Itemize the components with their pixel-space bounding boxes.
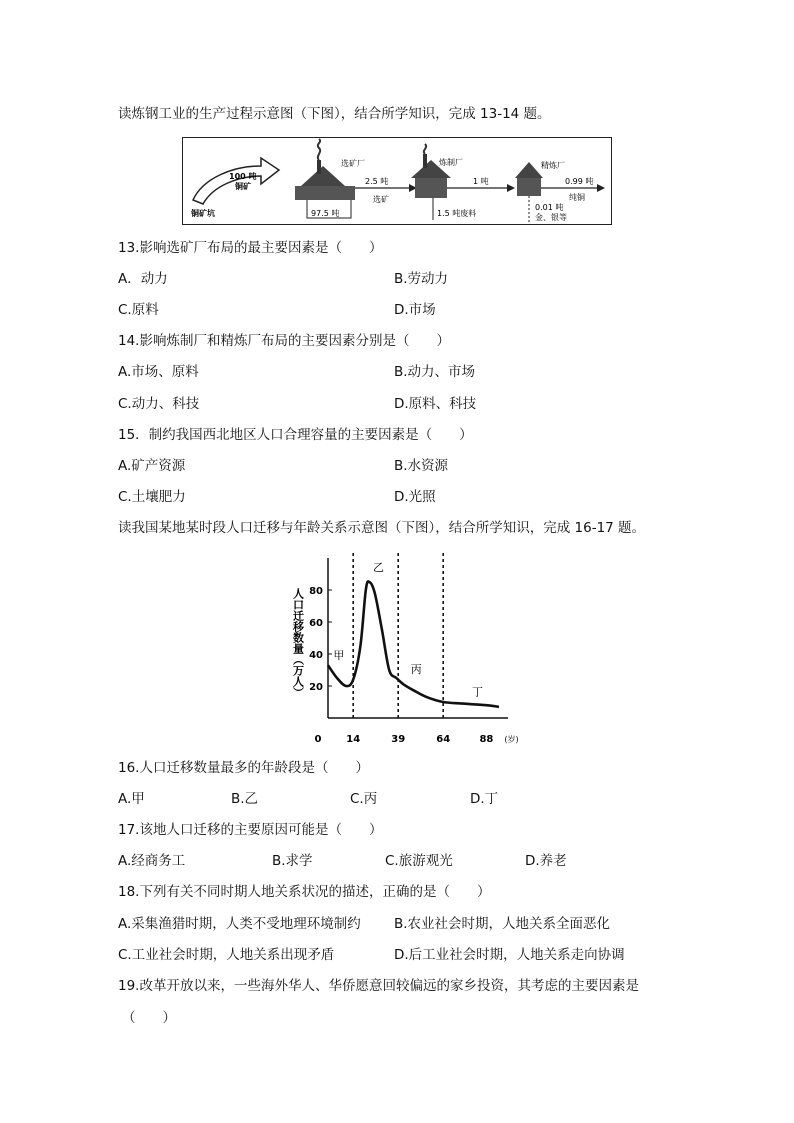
- q16-option-c[interactable]: C.丙: [350, 791, 378, 807]
- plant3-label: 精炼厂: [541, 161, 565, 170]
- q16-stem: 16.人口迁移数量最多的年龄段是（ ）: [118, 760, 369, 776]
- y-tick-label: 80: [309, 586, 323, 597]
- q15-stem: 15．制约我国西北地区人口合理容量的主要因素是（ ）: [118, 427, 473, 443]
- q19-answer-paren: （ ）: [122, 1010, 176, 1026]
- out2-label: 1 吨: [473, 177, 489, 186]
- q17-option-c[interactable]: C.旅游观光: [385, 853, 453, 869]
- q13-stem: 13.影响选矿厂布局的最主要因素是（ ）: [118, 240, 383, 256]
- region-label: 乙: [373, 560, 384, 574]
- region-label: 丙: [410, 663, 422, 677]
- q18-stem: 18.下列有关不同时期人地关系状况的描述，正确的是（ ）: [118, 884, 491, 900]
- q17-option-d[interactable]: D.养老: [525, 853, 567, 869]
- y-tick-label: 40: [309, 650, 323, 661]
- q13-option-a[interactable]: A．动力: [118, 271, 168, 287]
- region-label: 丁: [472, 685, 483, 699]
- copper-process-diagram: [182, 137, 612, 225]
- q14-option-d[interactable]: D.原料、科技: [394, 396, 477, 412]
- q14-option-a[interactable]: A.市场、原料: [118, 364, 199, 380]
- x-unit-label: (岁): [504, 735, 519, 744]
- intro-text-1: 读炼钢工业的生产过程示意图（下图），结合所学知识，完成 13-14 题。: [118, 106, 551, 122]
- q15-option-c[interactable]: C.土壤肥力: [118, 489, 186, 505]
- q17-stem: 17.该地人口迁移的主要原因可能是（ ）: [118, 822, 383, 838]
- q13-option-c[interactable]: C.原料: [118, 302, 159, 318]
- q18-option-b[interactable]: B.农业社会时期，人地关系全面恶化: [394, 916, 611, 932]
- product-label: 纯铜: [569, 193, 585, 202]
- q14-option-b[interactable]: B.动力、市场: [394, 364, 476, 380]
- copper-process-svg: [183, 138, 613, 226]
- q14-option-c[interactable]: C.动力、科技: [118, 396, 200, 412]
- q16-option-b[interactable]: B.乙: [231, 791, 259, 807]
- q15-option-b[interactable]: B.水资源: [394, 458, 449, 474]
- waste2-label: 1.5 吨废料: [437, 209, 477, 218]
- y-tick-label: 60: [309, 618, 323, 629]
- ore-arrow: [193, 158, 279, 204]
- out3-label: 0.99 吨: [565, 177, 594, 186]
- x-tick-label: 64: [436, 734, 451, 745]
- q13-option-b[interactable]: B.劳动力: [394, 271, 449, 287]
- q18-option-d[interactable]: D.后工业社会时期，人地关系走向协调: [394, 947, 625, 963]
- x-tick-label: 0: [314, 734, 322, 745]
- q16-option-d[interactable]: D.丁: [470, 791, 499, 807]
- plant1-label: 选矿厂: [341, 159, 365, 168]
- x-tick-label: 39: [391, 734, 406, 745]
- q15-option-a[interactable]: A.矿产资源: [118, 458, 186, 474]
- byproduct-amount-label: 0.01 吨: [535, 203, 564, 212]
- y-axis-label: 人口迁移数量（万人）: [291, 588, 305, 698]
- intro-text-2: 读我国某地某时段人口迁移与年龄关系示意图（下图），结合所学知识，完成 16-17 题。: [118, 520, 646, 536]
- q18-option-a[interactable]: A.采集渔猎时期，人类不受地理环境制约: [118, 916, 361, 932]
- region-label: 甲: [333, 648, 345, 662]
- refinery-plant: [515, 162, 543, 196]
- plant2-label: 炼制厂: [439, 158, 463, 167]
- migration-chart-svg: [280, 548, 520, 748]
- q17-option-a[interactable]: A.经商务工: [118, 853, 186, 869]
- ore-type-label: 铜矿: [235, 182, 251, 191]
- q13-option-d[interactable]: D.市场: [394, 302, 436, 318]
- migration-age-chart: [280, 548, 520, 748]
- q17-option-b[interactable]: B.求学: [272, 853, 313, 869]
- q14-stem: 14.影响炼制厂和精炼厂布局的主要因素分别是（ ）: [118, 333, 450, 349]
- q15-option-d[interactable]: D.光照: [394, 489, 436, 505]
- x-tick-label: 14: [346, 734, 361, 745]
- byproduct-label: 金、银等: [535, 213, 567, 222]
- mine-label: 铜矿坑: [191, 209, 215, 218]
- q18-option-c[interactable]: C.工业社会时期，人地关系出现矛盾: [118, 947, 335, 963]
- process1-label: 选矿: [373, 195, 389, 204]
- y-tick-label: 20: [309, 682, 323, 693]
- ore-dressing-plant: [295, 139, 355, 200]
- q19-stem: 19.改革开放以来，一些海外华人、华侨愿意回较偏远的家乡投资，其考虑的主要因素是: [118, 978, 639, 994]
- out1-label: 2.5 吨: [365, 177, 389, 186]
- waste1-label: 97.5 吨: [311, 209, 340, 218]
- smelting-plant: [411, 144, 451, 198]
- ore-amount-label: 100 吨: [229, 172, 257, 181]
- q16-option-a[interactable]: A.甲: [118, 791, 145, 807]
- x-tick-label: 88: [479, 734, 494, 745]
